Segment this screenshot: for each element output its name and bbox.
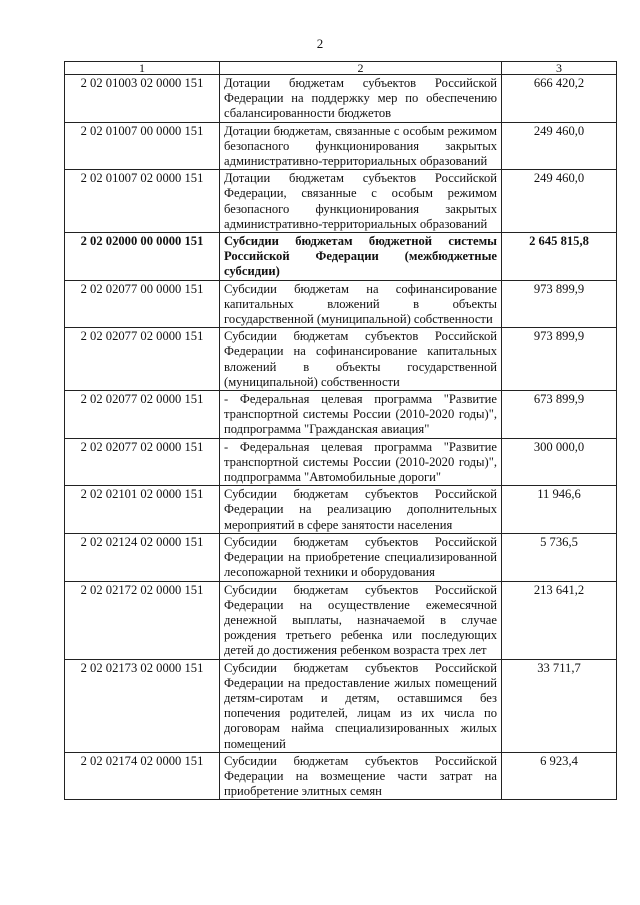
amount-cell: 11 946,6 <box>502 486 617 534</box>
description-cell: Субсидии бюджетам субъектов Российской Федерации на реализацию дополнительных мероприятий в сфере занятости населения <box>220 486 502 534</box>
amount-cell: 2 645 815,8 <box>502 233 617 281</box>
description-cell: Субсидии бюджетам на софинансирование капитальных вложений в объекты государственной (муниципальной) собственности <box>220 280 502 328</box>
budget-code-cell: 2 02 02101 02 0000 151 <box>65 486 220 534</box>
description-cell: Дотации бюджетам субъектов Российской Федерации, связанные с особым режимом безопасного функционирования закрытых административно-территориальных образований <box>220 170 502 233</box>
amount-cell: 666 420,2 <box>502 75 617 123</box>
description-cell: Субсидии бюджетам субъектов Российской Федерации на приобретение специализированной лесопожарной техники и оборудования <box>220 533 502 581</box>
table-row <box>65 752 617 800</box>
budget-code-cell: 2 02 02173 02 0000 151 <box>65 659 220 752</box>
budget-code-cell: 2 02 02077 02 0000 151 <box>65 328 220 391</box>
column-header-amount: 3 <box>502 62 617 75</box>
amount-cell: 673 899,9 <box>502 391 617 439</box>
amount-cell: 33 711,7 <box>502 659 617 752</box>
table-row <box>65 659 617 752</box>
budget-code-cell: 2 02 01003 02 0000 151 <box>65 75 220 123</box>
table-row <box>65 233 617 281</box>
description-cell: - Федеральная целевая программа "Развитие транспортной системы России (2010-2020 годы)", подпрограмма "Гражданская авиация" <box>220 391 502 439</box>
page-number: 2 <box>316 36 324 51</box>
budget-code-cell: 2 02 02077 02 0000 151 <box>65 438 220 486</box>
description-cell: Субсидии бюджетам бюджетной системы Российской Федерации (межбюджетные субсидии) <box>220 233 502 281</box>
table-row <box>65 122 617 170</box>
table-row <box>65 328 617 391</box>
column-header-description: 2 <box>220 62 502 75</box>
table-row <box>65 533 617 581</box>
amount-cell: 249 460,0 <box>502 122 617 170</box>
column-header-code: 1 <box>65 62 220 75</box>
budget-code-cell: 2 02 02000 00 0000 151 <box>65 233 220 281</box>
budget-code-cell: 2 02 02124 02 0000 151 <box>65 533 220 581</box>
amount-cell: 973 899,9 <box>502 328 617 391</box>
budget-code-cell: 2 02 02174 02 0000 151 <box>65 752 220 800</box>
amount-cell: 249 460,0 <box>502 170 617 233</box>
description-cell: Субсидии бюджетам субъектов Российской Федерации на софинансирование капитальных вложений в объекты государственной (муниципальной) собственности <box>220 328 502 391</box>
table-row <box>65 280 617 328</box>
description-cell: - Федеральная целевая программа "Развитие транспортной системы России (2010-2020 годы)", подпрограмма "Автомобильные дороги" <box>220 438 502 486</box>
table-row <box>65 75 617 123</box>
description-cell: Дотации бюджетам субъектов Российской Федерации на поддержку мер по обеспечению сбалансированности бюджетов <box>220 75 502 123</box>
table-row <box>65 581 617 659</box>
description-cell: Дотации бюджетам, связанные с особым режимом безопасного функционирования закрытых административно-территориальных образований <box>220 122 502 170</box>
table-row <box>65 486 617 534</box>
budget-code-cell: 2 02 02172 02 0000 151 <box>65 581 220 659</box>
table-body <box>65 75 617 800</box>
description-cell: Субсидии бюджетам субъектов Российской Федерации на предоставление жилых помещений детям-сиротам и детям, оставшимся без попечения родителей, лицам из их числа по договорам найма специализированных жилых помещений <box>220 659 502 752</box>
budget-code-cell: 2 02 02077 00 0000 151 <box>65 280 220 328</box>
amount-cell: 6 923,4 <box>502 752 617 800</box>
amount-cell: 300 000,0 <box>502 438 617 486</box>
budget-code-cell: 2 02 02077 02 0000 151 <box>65 391 220 439</box>
budget-code-cell: 2 02 01007 00 0000 151 <box>65 122 220 170</box>
table-row <box>65 170 617 233</box>
description-cell: Субсидии бюджетам субъектов Российской Федерации на осуществление ежемесячной денежной выплаты, назначаемой в случае рождения третьего ребенка или последующих детей до достижения ребенком возраста трех лет <box>220 581 502 659</box>
budget-code-cell: 2 02 01007 02 0000 151 <box>65 170 220 233</box>
table-row <box>65 438 617 486</box>
description-cell: Субсидии бюджетам субъектов Российской Федерации на возмещение части затрат на приобретение элитных семян <box>220 752 502 800</box>
budget-table <box>64 61 617 800</box>
amount-cell: 213 641,2 <box>502 581 617 659</box>
table-row <box>65 391 617 439</box>
amount-cell: 973 899,9 <box>502 280 617 328</box>
table-header-row <box>65 62 617 75</box>
amount-cell: 5 736,5 <box>502 533 617 581</box>
